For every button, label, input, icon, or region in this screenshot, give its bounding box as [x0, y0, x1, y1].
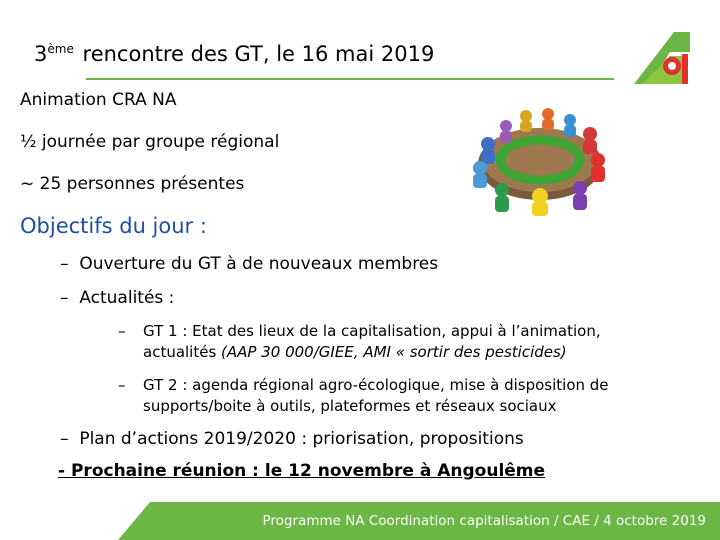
- intro-half-day: ½ journée par groupe régional: [20, 132, 280, 152]
- intro-attendance: ~ 25 personnes présentes: [20, 174, 245, 194]
- next-meeting: - Prochaine réunion : le 12 novembre à Angoulême: [58, 461, 546, 481]
- title-underline: [86, 78, 614, 80]
- meeting-table-icon: [468, 104, 612, 216]
- footer-text: Programme NA Coordination capitalisation / CAE / 4 octobre 2019: [262, 513, 706, 529]
- page-title: 3ème rencontre des GT, le 16 mai 2019: [34, 42, 435, 66]
- chambre-agriculture-logo-icon: [630, 28, 698, 88]
- intro-animation: Animation CRA NA: [20, 90, 177, 110]
- title-superscript: ème: [47, 42, 74, 56]
- objectives-heading: Objectifs du jour :: [20, 214, 207, 238]
- list-item: – Ouverture du GT à de nouveaux membres: [60, 254, 439, 274]
- list-item: – Actualités :: [60, 288, 175, 308]
- list-item-plan: – Plan d’actions 2019/2020 : priorisation, propositions: [60, 429, 524, 449]
